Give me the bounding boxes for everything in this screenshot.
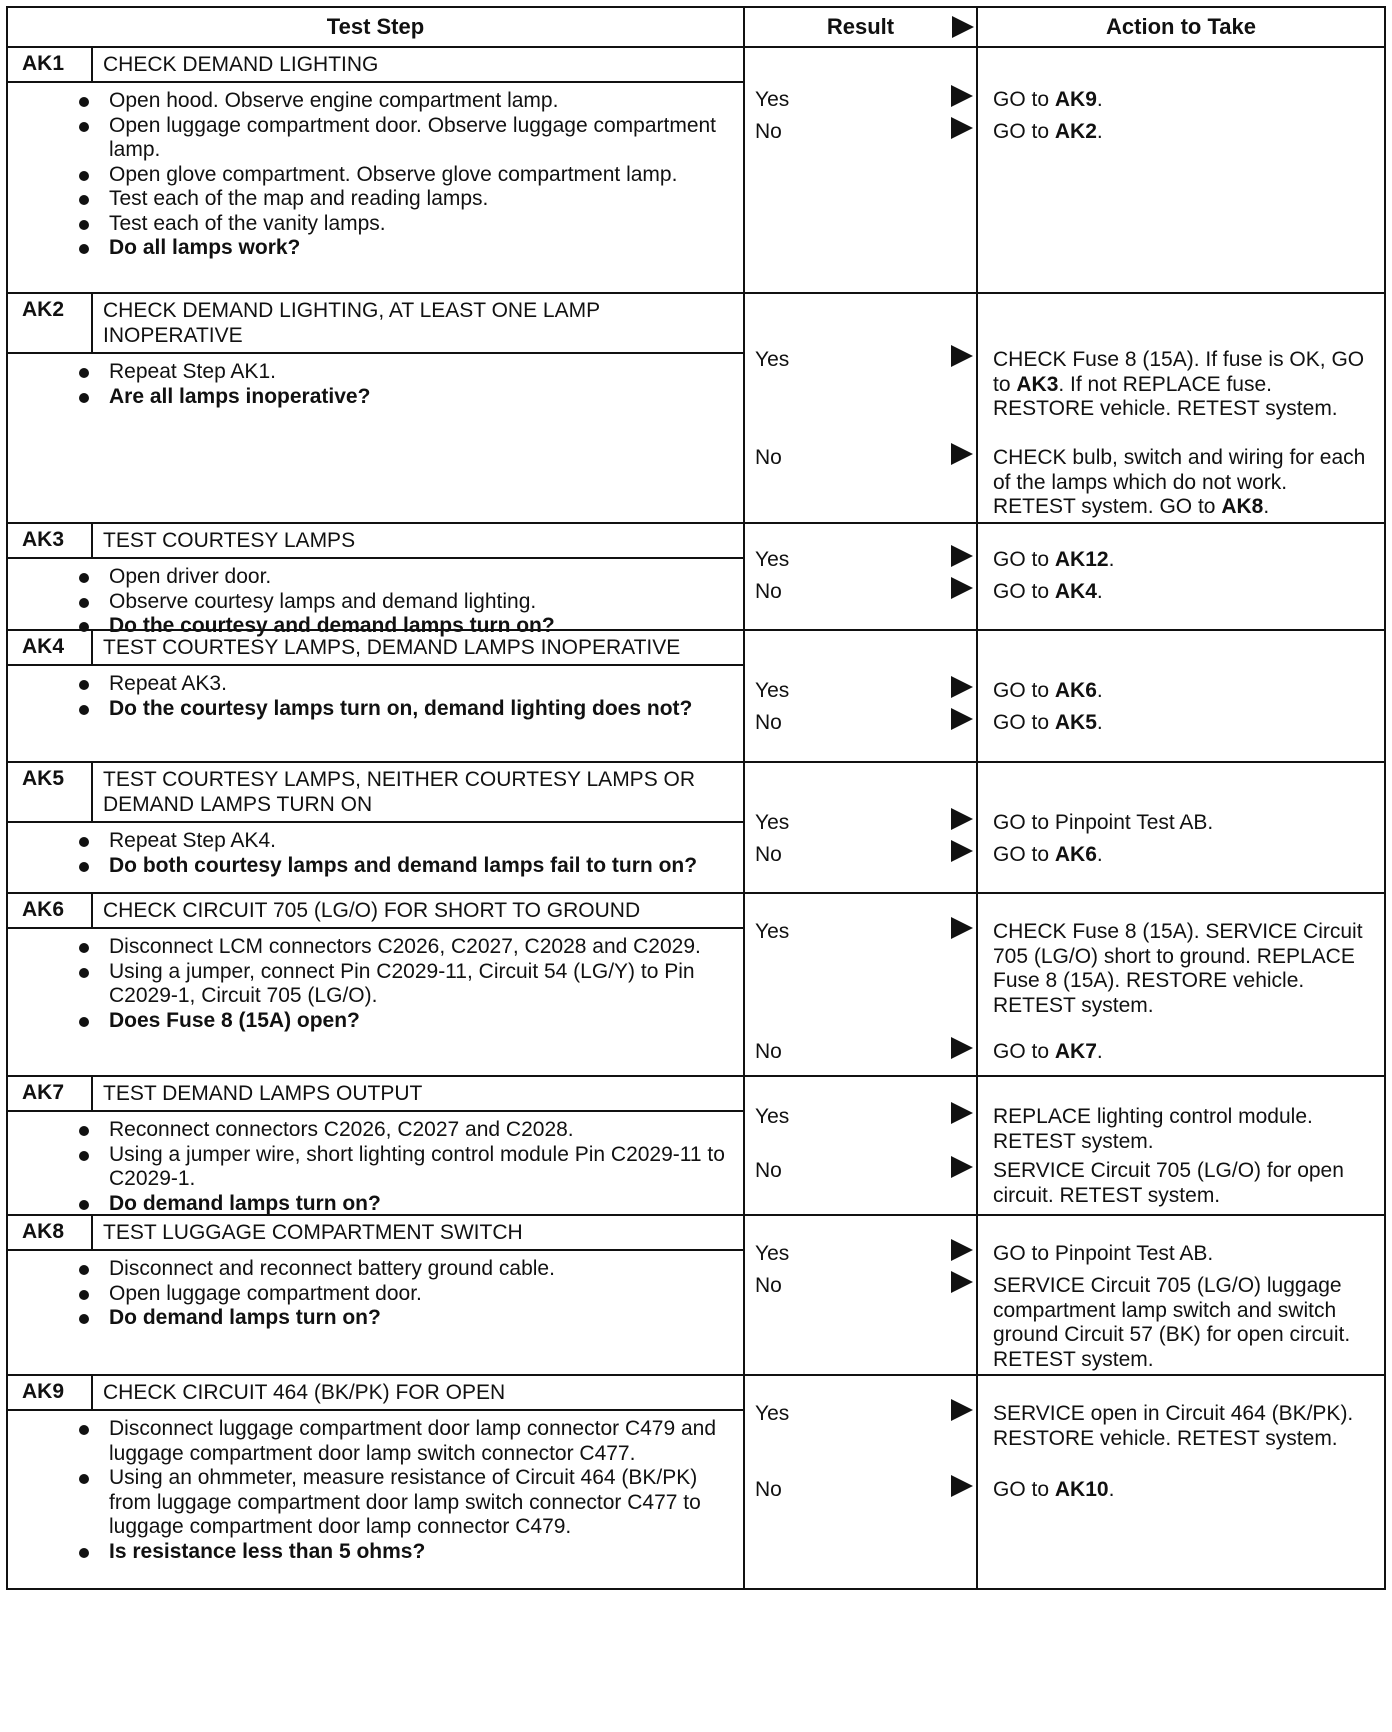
test-step-row	[8, 294, 1384, 524]
step-instructions	[8, 823, 743, 882]
test-step-row	[8, 48, 1384, 294]
test-step-cell	[8, 631, 745, 761]
step-question: Do all lamps work?	[109, 236, 731, 261]
action-text-tail: .	[1096, 1040, 1103, 1063]
test-steps	[8, 48, 1384, 1588]
step-instructions	[8, 559, 743, 643]
action-text	[993, 1040, 1374, 1065]
action-text-tail: .	[1096, 679, 1103, 702]
action-text	[993, 920, 1374, 1018]
test-step-row	[8, 1216, 1384, 1376]
action-cell	[978, 524, 1384, 629]
step-instruction: Disconnect LCM connectors C2026, C2027, C2028 and C2029.	[109, 935, 731, 960]
step-title-row	[8, 894, 743, 929]
action-text-tail: .	[1096, 580, 1103, 603]
action-text-body: CHECK Fuse 8 (15A). If fuse is OK, GO to	[993, 348, 1365, 396]
step-question: Is resistance less than 5 ohms?	[109, 1540, 731, 1565]
result-cell	[745, 48, 978, 292]
arrow-right-icon	[952, 16, 974, 38]
action-text-body: REPLACE lighting control module. RETEST system.	[993, 1105, 1313, 1153]
action-text-body: GO to	[993, 580, 1055, 603]
result-cell	[745, 631, 978, 761]
step-instruction: Reconnect connectors C2026, C2027 and C2028.	[109, 1118, 731, 1143]
step-id: AK1	[8, 48, 93, 81]
action-text-body: GO to	[993, 548, 1055, 571]
step-reference: AK12	[1054, 548, 1109, 571]
result-cell	[745, 1216, 978, 1374]
test-step-cell	[8, 1216, 745, 1374]
arrow-right-icon	[951, 345, 973, 367]
step-title: TEST COURTESY LAMPS, NEITHER COURTESY LAMPS OR DEMAND LAMPS TURN ON	[103, 768, 696, 816]
step-title: CHECK CIRCUIT 705 (LG/O) FOR SHORT TO GROUND	[103, 899, 641, 922]
action-text	[993, 1159, 1374, 1208]
arrow-right-icon	[951, 1239, 973, 1261]
step-instruction: Disconnect and reconnect battery ground cable.	[109, 1257, 731, 1282]
test-step-row	[8, 763, 1384, 894]
step-id: AK9	[8, 1376, 93, 1409]
step-instructions	[8, 929, 743, 1037]
step-reference: AK9	[1054, 88, 1097, 111]
action-text-body: CHECK bulb, switch and wiring for each of the lamps which do not work. RETEST system. GO to	[993, 446, 1366, 518]
action-text-tail: .	[1108, 548, 1115, 571]
action-text-body: GO to Pinpoint Test AB.	[993, 811, 1214, 834]
result-label: Yes	[755, 1242, 790, 1265]
action-text-body: SERVICE Circuit 705 (LG/O) luggage compartment lamp switch and switch ground Circuit 57 (BK) for open circuit. RETEST system.	[993, 1274, 1351, 1371]
action-cell	[978, 894, 1384, 1075]
action-text-body: GO to	[993, 120, 1055, 143]
step-instruction: Test each of the vanity lamps.	[109, 212, 731, 237]
step-instruction: Open luggage compartment door.	[109, 1282, 731, 1307]
step-instruction: Using a jumper, connect Pin C2029-11, Circuit 54 (LG/Y) to Pin C2029-1, Circuit 705 (LG/O).	[109, 960, 731, 1009]
action-text	[993, 1274, 1374, 1372]
step-instructions	[8, 1112, 743, 1220]
result-cell	[745, 1077, 978, 1214]
step-question: Do demand lamps turn on?	[109, 1306, 731, 1331]
step-title: TEST COURTESY LAMPS	[103, 529, 356, 552]
step-title-row	[8, 1216, 743, 1251]
action-text-tail: .	[1108, 1478, 1115, 1501]
step-instruction: Test each of the map and reading lamps.	[109, 187, 731, 212]
result-label: Yes	[755, 88, 790, 111]
result-label: No	[755, 711, 782, 734]
action-text-tail: .	[1096, 120, 1103, 143]
result-label: Yes	[755, 348, 790, 371]
step-reference: AK6	[1054, 843, 1097, 866]
test-step-row	[8, 894, 1384, 1077]
step-instructions	[8, 83, 743, 265]
arrow-right-icon	[951, 545, 973, 567]
action-text-tail: .	[1263, 495, 1270, 518]
arrow-right-icon	[951, 85, 973, 107]
test-step-cell	[8, 1077, 745, 1214]
result-cell	[745, 763, 978, 892]
step-instruction: Open luggage compartment door. Observe luggage compartment lamp.	[109, 114, 731, 163]
action-text	[993, 1105, 1374, 1154]
step-title: TEST COURTESY LAMPS, DEMAND LAMPS INOPERATIVE	[103, 636, 681, 659]
step-id: AK5	[8, 763, 93, 821]
action-header: Action to Take	[1106, 14, 1256, 39]
step-instruction: Open glove compartment. Observe glove compartment lamp.	[109, 163, 731, 188]
arrow-right-icon	[951, 1271, 973, 1293]
result-label: Yes	[755, 679, 790, 702]
step-instructions	[8, 1251, 743, 1335]
step-title: CHECK CIRCUIT 464 (BK/PK) FOR OPEN	[103, 1381, 506, 1404]
step-title: TEST LUGGAGE COMPARTMENT SWITCH	[103, 1221, 523, 1244]
action-cell	[978, 763, 1384, 892]
step-instruction: Observe courtesy lamps and demand lighting.	[109, 590, 731, 615]
step-instructions	[8, 354, 743, 413]
step-reference: AK2	[1054, 120, 1097, 143]
step-instructions	[8, 1411, 743, 1568]
result-label: Yes	[755, 811, 790, 834]
step-instructions	[8, 666, 743, 725]
arrow-right-icon	[951, 577, 973, 599]
step-reference: AK10	[1054, 1478, 1109, 1501]
result-label: Yes	[755, 1105, 790, 1128]
result-cell	[745, 1376, 978, 1588]
step-question: Do both courtesy lamps and demand lamps fail to turn on?	[109, 854, 731, 879]
step-title-row	[8, 1376, 743, 1411]
action-text-tail: .	[1096, 88, 1103, 111]
test-step-cell	[8, 1376, 745, 1588]
step-title-row	[8, 1077, 743, 1112]
arrow-right-icon	[951, 1156, 973, 1178]
action-text-tail: .	[1096, 843, 1103, 866]
step-reference: AK6	[1054, 679, 1097, 702]
step-id: AK8	[8, 1216, 93, 1249]
step-title-row	[8, 48, 743, 83]
arrow-right-icon	[951, 676, 973, 698]
test-step-row	[8, 1077, 1384, 1216]
action-text	[993, 1242, 1374, 1267]
step-id: AK3	[8, 524, 93, 557]
test-step-cell	[8, 524, 745, 637]
action-text	[993, 446, 1374, 520]
action-text-tail: .	[1096, 711, 1103, 734]
step-instruction: Repeat Step AK1.	[109, 360, 731, 385]
step-title: TEST DEMAND LAMPS OUTPUT	[103, 1082, 423, 1105]
step-id: AK4	[8, 631, 93, 664]
step-id: AK7	[8, 1077, 93, 1110]
step-reference: AK8	[1221, 495, 1264, 518]
arrow-right-icon	[951, 1399, 973, 1421]
step-instruction: Repeat AK3.	[109, 672, 731, 697]
step-id: AK6	[8, 894, 93, 927]
step-instruction: Disconnect luggage compartment door lamp connector C479 and luggage compartment door lamp switch connector C477.	[109, 1417, 731, 1466]
step-title-row	[8, 524, 743, 559]
action-text	[993, 811, 1374, 836]
action-cell	[978, 1376, 1384, 1588]
action-cell	[978, 1216, 1384, 1374]
arrow-right-icon	[951, 117, 973, 139]
result-cell	[745, 294, 978, 522]
arrow-right-icon	[951, 1475, 973, 1497]
result-label: Yes	[755, 1402, 790, 1425]
result-label: No	[755, 580, 782, 603]
result-label: No	[755, 843, 782, 866]
step-instruction: Using a jumper wire, short lighting control module Pin C2029-11 to C2029-1.	[109, 1143, 731, 1192]
step-question: Do the courtesy and demand lamps turn on?	[109, 614, 731, 639]
table-header	[8, 8, 1384, 48]
action-text	[993, 348, 1374, 422]
test-step-cell	[8, 294, 745, 522]
action-text-body: CHECK Fuse 8 (15A). SERVICE Circuit 705 (LG/O) short to ground. REPLACE Fuse 8 (15A). RESTORE vehicle. RETEST system.	[993, 920, 1363, 1017]
action-text-body: GO to	[993, 711, 1055, 734]
step-title-row	[8, 763, 743, 823]
step-instruction: Repeat Step AK4.	[109, 829, 731, 854]
step-question: Does Fuse 8 (15A) open?	[109, 1009, 731, 1034]
test-step-row	[8, 631, 1384, 763]
action-text	[993, 1402, 1374, 1451]
action-text	[993, 548, 1374, 573]
step-question: Are all lamps inoperative?	[109, 385, 731, 410]
step-question: Do the courtesy lamps turn on, demand lighting does not?	[109, 697, 731, 722]
step-title: CHECK DEMAND LIGHTING	[103, 53, 379, 76]
action-text-body: GO to	[993, 679, 1055, 702]
result-label: No	[755, 1478, 782, 1501]
test-step-cell	[8, 48, 745, 292]
result-label: No	[755, 1159, 782, 1182]
arrow-right-icon	[951, 1102, 973, 1124]
step-instruction: Using an ohmmeter, measure resistance of Circuit 464 (BK/PK) from luggage compartment door lamp switch connector C477 to luggage compartment door lamp connector C479.	[109, 1466, 731, 1540]
action-text	[993, 580, 1374, 605]
result-label: No	[755, 1040, 782, 1063]
action-text	[993, 843, 1374, 868]
result-label: No	[755, 446, 782, 469]
action-text-body: GO to	[993, 88, 1055, 111]
action-cell	[978, 48, 1384, 292]
action-text	[993, 679, 1374, 704]
step-title: CHECK DEMAND LIGHTING, AT LEAST ONE LAMP INOPERATIVE	[103, 299, 600, 347]
action-text-body: GO to Pinpoint Test AB.	[993, 1242, 1214, 1265]
step-question: Do demand lamps turn on?	[109, 1192, 731, 1217]
action-text-body: GO to	[993, 1040, 1055, 1063]
action-cell	[978, 1077, 1384, 1214]
step-title-row	[8, 294, 743, 354]
test-step-row	[8, 524, 1384, 637]
result-label: No	[755, 1274, 782, 1297]
step-instruction: Open driver door.	[109, 565, 731, 590]
result-label: Yes	[755, 920, 790, 943]
result-cell	[745, 894, 978, 1075]
step-instruction: Open hood. Observe engine compartment lamp.	[109, 89, 731, 114]
step-id: AK2	[8, 294, 93, 352]
arrow-right-icon	[951, 917, 973, 939]
result-cell	[745, 524, 978, 629]
action-cell	[978, 631, 1384, 761]
step-reference: AK4	[1054, 580, 1097, 603]
arrow-right-icon	[951, 708, 973, 730]
arrow-right-icon	[951, 840, 973, 862]
action-text-body: GO to	[993, 843, 1055, 866]
action-text	[993, 1478, 1374, 1503]
arrow-right-icon	[951, 1037, 973, 1059]
action-text-tail: . If not REPLACE fuse. RESTORE vehicle. RETEST system.	[993, 372, 1338, 420]
test-step-cell	[8, 894, 745, 1075]
action-text-body: GO to	[993, 1478, 1055, 1501]
action-text	[993, 88, 1374, 113]
action-text-body: SERVICE open in Circuit 464 (BK/PK). RESTORE vehicle. RETEST system.	[993, 1402, 1354, 1450]
result-label: No	[755, 120, 782, 143]
test-step-row	[8, 1376, 1384, 1588]
action-cell	[978, 294, 1384, 522]
test-step-cell	[8, 763, 745, 892]
step-reference: AK5	[1054, 711, 1097, 734]
step-reference: AK3	[1016, 372, 1059, 396]
action-text	[993, 120, 1374, 145]
arrow-right-icon	[951, 808, 973, 830]
result-header	[745, 8, 978, 46]
step-reference: AK7	[1054, 1040, 1097, 1063]
arrow-right-icon	[951, 443, 973, 465]
action-text-body: SERVICE Circuit 705 (LG/O) for open circuit. RETEST system.	[993, 1159, 1344, 1207]
test-step-header: Test Step	[8, 8, 745, 46]
result-header-label: Result	[826, 14, 895, 39]
pinpoint-test-table	[6, 6, 1386, 1590]
action-text	[993, 711, 1374, 736]
result-label: Yes	[755, 548, 790, 571]
